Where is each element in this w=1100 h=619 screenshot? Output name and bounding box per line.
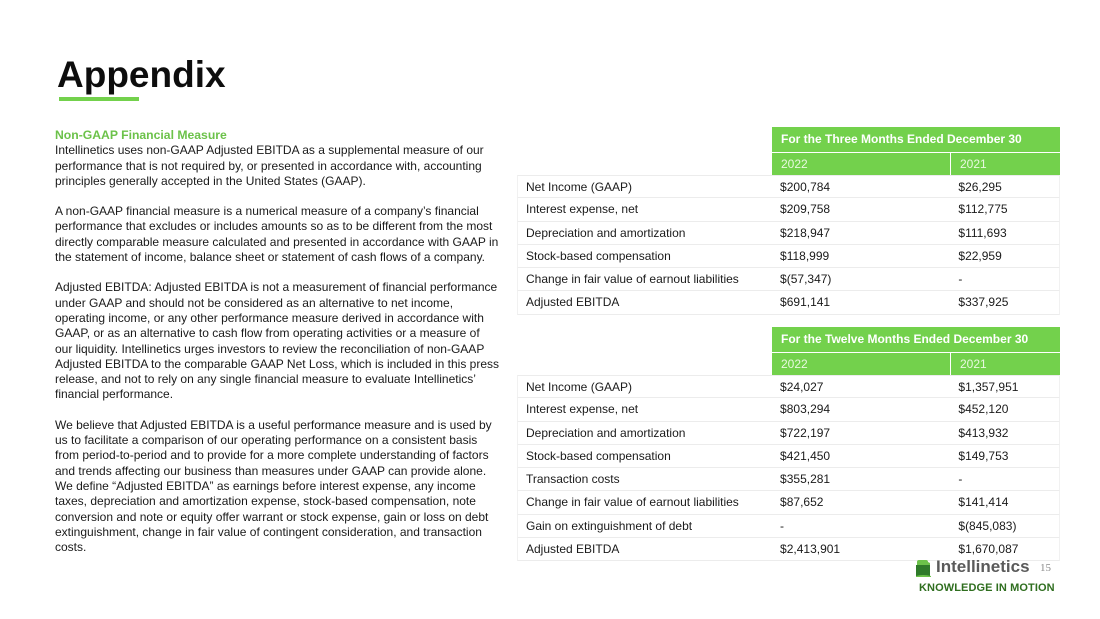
table-row — [517, 491, 1060, 514]
row-label: Depreciation and amortization — [526, 425, 686, 440]
row-label: Stock-based compensation — [526, 248, 671, 263]
value-2021: $337,925 — [958, 295, 1009, 310]
year-header-row — [517, 152, 1060, 175]
non-gaap-explanation — [55, 128, 500, 570]
table-row — [517, 422, 1060, 445]
value-2021: $1,670,087 — [958, 542, 1019, 557]
table-row — [517, 515, 1060, 538]
value-2022: - — [780, 518, 785, 533]
table-body — [517, 175, 1060, 315]
logo-tagline: KNOWLEDGE IN MOTION — [919, 582, 1055, 594]
period-header: For the Twelve Months Ended December 30 — [772, 327, 1060, 352]
value-2022: $209,758 — [780, 202, 831, 217]
table-header-row — [517, 127, 1060, 152]
table-row — [517, 222, 1060, 245]
year-header-2021: 2021 — [951, 352, 1060, 375]
row-label: Stock-based compensation — [526, 448, 671, 463]
three-months-table — [517, 127, 1060, 315]
value-2022: $24,027 — [780, 380, 824, 394]
row-label: Gain on extinguishment of debt — [526, 518, 693, 533]
table-row — [517, 245, 1060, 268]
logo-wordmark: Intellinetics — [936, 557, 1030, 576]
section-subheading: Non-GAAP Financial Measure — [55, 128, 227, 142]
year-header-2022: 2022 — [772, 352, 951, 375]
paragraph: Intellinetics uses non-GAAP Adjusted EBITDA as a supplemental measure of our performance that is not required by, or presented in accordance with, accounting principles generally accepted in the United States (GAAP). — [55, 143, 484, 188]
value-2021: $26,295 — [958, 180, 1002, 194]
row-label: Adjusted EBITDA — [526, 295, 620, 310]
paragraph: We believe that Adjusted EBITDA is a useful performance measure and is used by us to facilitate a comparison of our operating performance on a consistent basis from period-to-period and to provide for a more complete understanding of factors and trends affecting our business than measures under GAAP can provide alone. We define “Adjusted EBITDA” as earnings before interest expense, any income taxes, depreciation and amortization expense, stock-based compensation, note conversion and note or equity offer warrant or stock expense, gain or loss on debt extinguishment, change in fair value of contingent consideration, and transaction costs. — [55, 417, 492, 555]
value-2022: $118,999 — [780, 248, 830, 263]
value-2021: $22,959 — [958, 248, 1002, 263]
row-label: Transaction costs — [526, 472, 620, 487]
value-2022: $355,281 — [780, 472, 831, 487]
value-2022: $691,141 — [780, 295, 831, 310]
row-label: Change in fair value of earnout liabilities — [526, 272, 739, 287]
row-label: Net Income (GAAP) — [526, 380, 633, 394]
row-label: Change in fair value of earnout liabilities — [526, 495, 739, 510]
value-2021: $141,414 — [958, 495, 1009, 510]
title-underline — [59, 97, 139, 101]
year-header-2022: 2022 — [772, 152, 951, 175]
value-2022: $421,450 — [780, 448, 831, 463]
row-label: Net Income (GAAP) — [526, 180, 633, 194]
value-2022: $722,197 — [780, 425, 831, 440]
table-row — [517, 398, 1060, 421]
value-2022: $87,652 — [780, 495, 824, 510]
paragraph: Adjusted EBITDA: Adjusted EBITDA is not a measurement of financial performance under GAAP and should not be considered as an alternative to net income, operating income, or any other performance measure derived in accordance with GAAP, or as an alternative to cash flow from operating activities or a measure of our liquidity. Intellinetics urges investors to review the reconciliation of non-GAAP Adjusted EBITDA to the comparable GAAP Net Loss, which is included in this press release, and not to rely on any single financial measure to evaluate Intellinetics’ financial performance. — [55, 280, 499, 402]
row-label: Adjusted EBITDA — [526, 542, 620, 557]
value-2021: $149,753 — [958, 448, 1009, 463]
twelve-months-table — [517, 327, 1060, 561]
value-2021: $112,775 — [958, 202, 1008, 217]
page-number: 15 — [1040, 562, 1051, 574]
value-2021: $111,693 — [958, 225, 1007, 240]
table-row — [517, 445, 1060, 468]
year-header-row — [517, 352, 1060, 375]
table-row — [517, 375, 1060, 398]
page-title: Appendix — [57, 54, 226, 95]
table-header-row — [517, 327, 1060, 352]
value-2021: $(845,083) — [958, 518, 1017, 533]
row-label: Interest expense, net — [526, 202, 639, 217]
value-2022: $200,784 — [780, 180, 831, 194]
row-label: Interest expense, net — [526, 402, 639, 417]
table-row — [517, 175, 1060, 198]
value-2021: $413,932 — [958, 425, 1009, 440]
year-header-2021: 2021 — [951, 152, 1060, 175]
table-row — [517, 268, 1060, 291]
paragraph: A non-GAAP financial measure is a numerical measure of a company’s financial performance that excludes or includes amounts so as to be different from the most directly comparable measure calculated and presented in accordance with GAAP in the statement of income, balance sheet or statement of cash flows of a company. — [55, 204, 499, 265]
document-stack-icon — [915, 559, 932, 578]
value-2022: $803,294 — [780, 402, 831, 417]
table-row — [517, 198, 1060, 221]
table-row — [517, 468, 1060, 491]
value-2022: $218,947 — [780, 225, 831, 240]
period-header: For the Three Months Ended December 30 — [772, 127, 1060, 152]
table-body — [517, 375, 1060, 561]
table-row — [517, 291, 1060, 314]
value-2022: $2,413,901 — [780, 542, 841, 557]
value-2021: - — [958, 472, 963, 487]
value-2021: $452,120 — [958, 402, 1009, 417]
row-label: Depreciation and amortization — [526, 225, 686, 240]
value-2022: $(57,347) — [780, 272, 832, 287]
value-2021: $1,357,951 — [958, 380, 1019, 394]
value-2021: - — [958, 272, 963, 287]
